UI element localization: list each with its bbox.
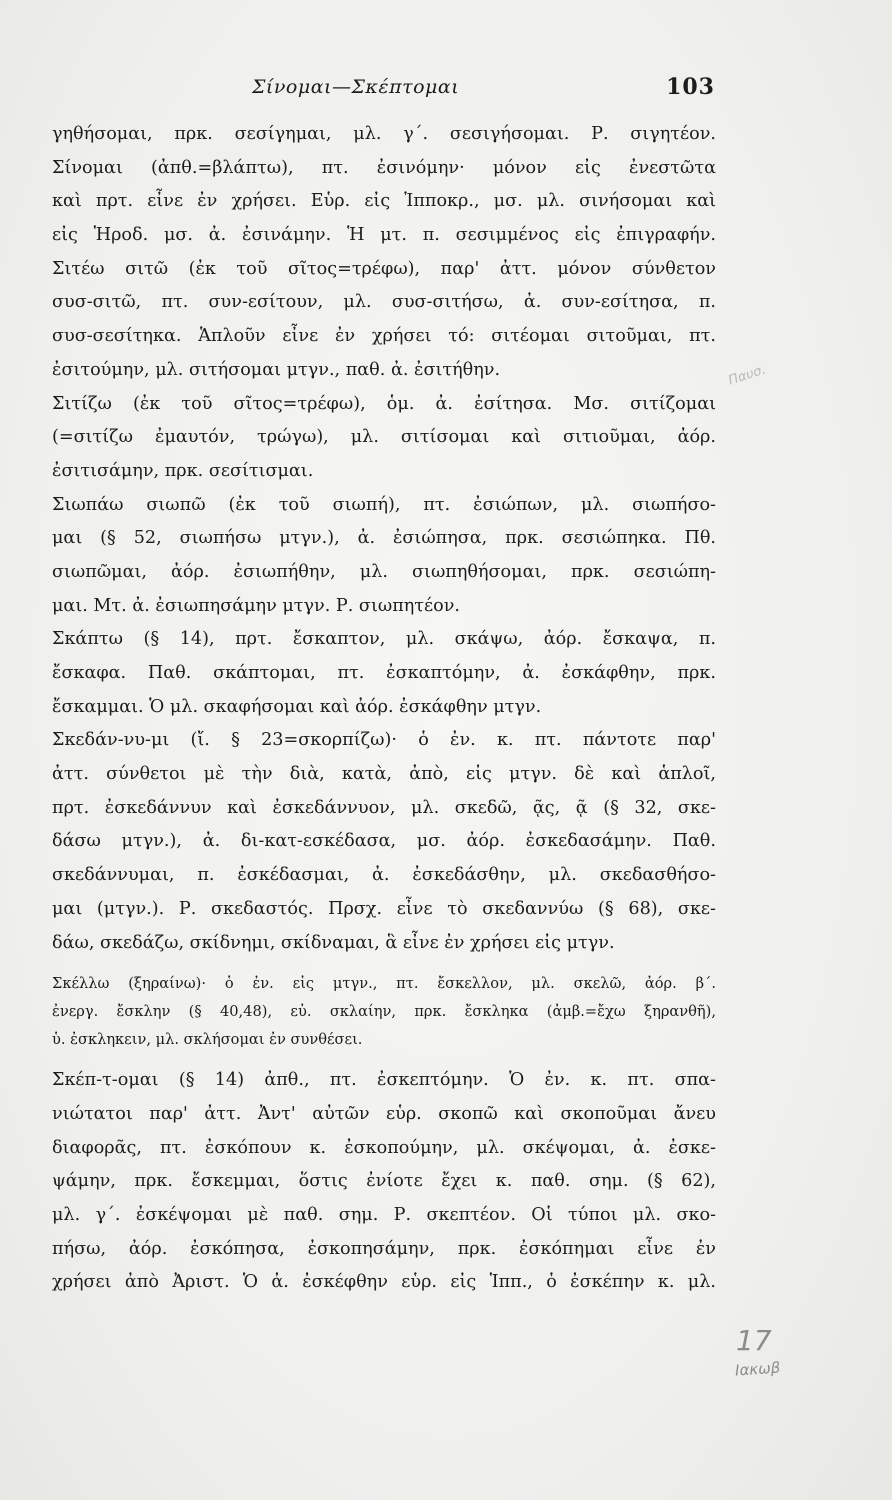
text-line: πρτ. ἐσκεδάννυν καὶ ἐσκεδάννυον, μλ. σκεδῶ, ᾷς, ᾷ (§ 32, σκε- <box>52 797 716 818</box>
text-line: ἀττ. σύνθετοι μὲ τὴν διὰ, κατὰ, ἀπὸ, εἰς μτγν. δὲ καὶ ἁπλοῖ, <box>52 764 716 785</box>
text-line: καὶ πρτ. εἶνε ἐν χρήσει. Εὑρ. εἰς Ἱπποκρ., μσ. μλ. σινήσομαι καὶ <box>52 191 716 212</box>
text-line: νιώτατοι παρ' ἀττ. Ἀντ' αὐτῶν εὑρ. σκοπῶ καὶ σκοποῦμαι ἄνευ <box>52 1103 716 1124</box>
small-text-line: Σκέλλω (ξηραίνω)· ὁ ἐν. εἰς μτγν., πτ. ἔσκελλον, μλ. σκελῶ, ἀόρ. β΄. <box>52 975 716 993</box>
text-line: δάσω μτγν.), ἀ. δι-κατ-εσκέδασα, μσ. ἀόρ. ἐσκεδασάμην. Παθ. <box>52 831 716 852</box>
text-line: μαι. Μτ. ἀ. ἐσιωπησάμην μτγν. Ρ. σιωπητέον. <box>52 595 461 616</box>
text-line: συσ-σεσίτηκα. Ἁπλοῦν εἶνε ἐν χρήσει τό: σιτέομαι σιτοῦμαι, πτ. <box>52 326 716 347</box>
text-line: διαφορᾶς, πτ. ἐσκόπουν κ. ἐσκοπούμην, μλ. σκέψομαι, ἀ. ἐσκε- <box>52 1137 716 1158</box>
text-line: ἐσιτισάμην, πρκ. σεσίτισμαι. <box>52 460 314 481</box>
text-line: ψάμην, πρκ. ἔσκεμμαι, ὅστις ἐνίοτε ἔχει κ. παθ. σημ. (§ 62), <box>52 1171 716 1192</box>
text-line: Σιωπάω σιωπῶ (ἐκ τοῦ σιωπή), πτ. ἐσιώπων, μλ. σιωπήσο- <box>52 494 716 515</box>
text-line: σιωπῶμαι, ἀόρ. ἐσιωπήθην, μλ. σιωπηθήσομαι, πρκ. σεσιώπη- <box>52 561 716 582</box>
text-line: συσ-σιτῶ, πτ. συν-εσίτουν, μλ. συσ-σιτήσω, ἀ. συν-εσίτησα, π. <box>52 292 716 313</box>
text-line: Σιτέω σιτῶ (ἐκ τοῦ σῖτος=τρέφω), παρ' ἀττ. μόνον σύνθετον <box>52 258 716 279</box>
page-number: 103 <box>666 74 715 100</box>
text-line: γηθήσομαι, πρκ. σεσίγημαι, μλ. γ΄. σεσιγήσομαι. Ρ. σιγητέον. <box>52 124 716 144</box>
text-line: μλ. γ΄. ἐσκέψομαι μὲ παθ. σημ. Ρ. σκεπτέον. Οἱ τύποι μλ. σκο- <box>52 1204 716 1225</box>
text-line: χρήσει ἀπὸ Ἀριστ. Ὁ ἀ. ἐσκέφθην εὑρ. εἰς Ἱππ., ὁ ἐσκέπην κ. μλ. <box>52 1272 716 1293</box>
text-line: σκεδάννυμαι, π. ἐσκέδασμαι, ἀ. ἐσκεδάσθην, μλ. σκεδασθήσο- <box>52 865 716 886</box>
small-text-line: ὑ. ἐσκληκειν, μλ. σκλήσομαι ἐν συνθέσει. <box>52 1031 363 1049</box>
text-line: Σιτίζω (ἐκ τοῦ σῖτος=τρέφω), ὁμ. ἀ. ἐσίτησα. Μσ. σιτίζομαι <box>52 393 716 414</box>
small-print-entry <box>52 970 716 1054</box>
margin-annotation-word: Ιακωβ <box>734 1358 781 1380</box>
spacer <box>52 1054 716 1064</box>
text-line: μαι (μτγν.). Ρ. σκεδαστός. Πρσχ. εἶνε τὸ σκεδαννύω (§ 68), σκε- <box>52 898 716 919</box>
text-line: Σκάπτω (§ 14), πρτ. ἔσκαπτον, μλ. σκάψω, ἀόρ. ἔσκαψα, π. <box>52 629 716 650</box>
margin-annotation-number: 17 <box>736 1324 772 1357</box>
running-head: Σίνομαι—Σκέπτομαι <box>252 76 460 98</box>
text-line: εἰς Ἡροδ. μσ. ἀ. ἐσινάμην. Ἡ μτ. π. σεσιμμένος εἰς ἐπιγραφήν. <box>52 225 716 246</box>
text-line: μαι (§ 52, σιωπήσω μτγν.), ἀ. ἐσιώπησα, πρκ. σεσιώπηκα. Πθ. <box>52 528 716 549</box>
text-line: Σίνομαι (ἀπθ.=βλάπτω), πτ. ἐσινόμην· μόνον εἰς ἐνεστῶτα <box>52 157 716 178</box>
text-line: ἐσιτούμην, μλ. σιτήσομαι μτγν., παθ. ἀ. ἐσιτήθην. <box>52 359 501 380</box>
margin-annotation-faint: Παυσ. <box>726 362 768 389</box>
text-line: Σκέπ-τ-ομαι (§ 14) ἀπθ., πτ. ἐσκεπτόμην. Ὁ ἐν. κ. πτ. σπα- <box>52 1070 716 1091</box>
page-header <box>160 74 715 114</box>
text-line: δάω, σκεδάζω, σκίδνημι, σκίδναμαι, ἃ εἶνε ἐν χρήσει εἰς μτγν. <box>52 932 615 953</box>
small-text-line: ἐνεργ. ἔσκλην (§ 40,48), εὐ. σκλαίην, πρκ. ἔσκληκα (ἀμβ.=ἔχω ξηρανθῆ), <box>52 1003 716 1021</box>
text-line: πήσω, ἀόρ. ἐσκόπησα, ἐσκοπησάμην, πρκ. ἐσκόπημαι εἶνε ἐν <box>52 1238 716 1259</box>
text-line: ἔσκαφα. Παθ. σκάπτομαι, πτ. ἐσκαπτόμην, ἀ. ἐσκάφθην, πρκ. <box>52 663 716 683</box>
main-text <box>52 118 716 1300</box>
text-line: (=σιτίζω ἐμαυτόν, τρώγω), μλ. σιτίσομαι καὶ σιτιοῦμαι, ἀόρ. <box>52 427 716 448</box>
text-line: ἔσκαμμαι. Ὁ μλ. σκαφήσομαι καὶ ἀόρ. ἐσκάφθην μτγν. <box>52 696 542 717</box>
text-line: Σκεδάν-νυ-μι (ἴ. § 23=σκορπίζω)· ὁ ἐν. κ. πτ. πάντοτε παρ' <box>52 730 716 751</box>
spacer <box>52 960 716 970</box>
